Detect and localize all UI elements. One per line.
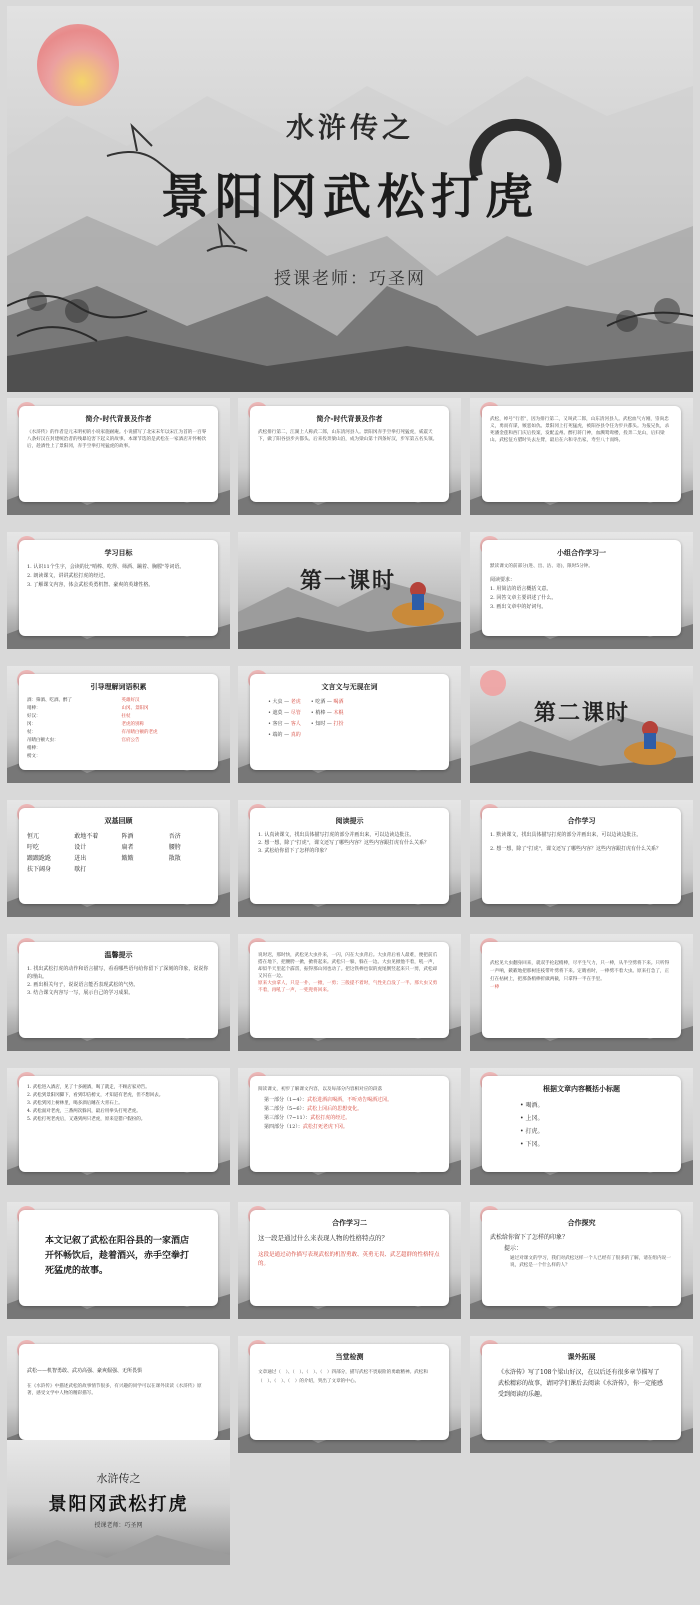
cover-title: 景阳冈武松打虎 bbox=[160, 169, 539, 225]
slide-title: 当堂检测 bbox=[335, 1352, 364, 1361]
slide-title: 小组合作学习一 bbox=[557, 548, 606, 557]
slide-reading-tips[interactable] bbox=[238, 800, 461, 917]
part-label: 第二部分（5~6）： bbox=[264, 1106, 308, 1112]
list-item: 2. 画出相关句子，说说语言能否表现武松的气势。 bbox=[27, 982, 139, 988]
word: 扁者 bbox=[121, 844, 134, 851]
word: 遮莫 bbox=[272, 710, 283, 716]
word: 恒兀 bbox=[27, 833, 40, 840]
slide-cooperation[interactable] bbox=[470, 800, 693, 917]
question: 这一段是通过什么来表现人物的性格特点的？ bbox=[258, 1234, 388, 1242]
slide-title: 课外拓展 bbox=[567, 1352, 596, 1361]
part-text: 武松打死老虎下冈。 bbox=[302, 1124, 348, 1130]
slide-title: 合作学习二 bbox=[332, 1218, 367, 1227]
word: 设计 bbox=[74, 844, 87, 851]
slide-intro-2[interactable] bbox=[238, 398, 461, 515]
cover-subtitle: 水浒传之 bbox=[285, 111, 414, 144]
slide-title: 温馨提示 bbox=[104, 950, 133, 959]
list-item: 5. 武松打死老虎后，又遇到两只老虎，原来是猎户假扮的。 bbox=[27, 1117, 146, 1122]
word: 客官 bbox=[272, 721, 283, 727]
list-item: 3. 画出文章中的好词句。 bbox=[490, 604, 547, 610]
slide-plot-summary[interactable] bbox=[7, 1068, 230, 1185]
list-item: 杖： bbox=[27, 730, 36, 735]
answer: 木棍 bbox=[333, 710, 344, 716]
slide-extension[interactable] bbox=[470, 1336, 693, 1453]
list-item: 3. 了解课文内容，体会武松英勇机智、豪爽的英雄性格。 bbox=[27, 582, 154, 588]
slide-title: 根据文章内容概括小标题 bbox=[543, 1084, 620, 1093]
list-item-answer: 有吊睛白额的老虎 bbox=[121, 730, 158, 735]
list-item: • 打虎。 bbox=[520, 1128, 544, 1135]
word: 扶下阔身 bbox=[27, 866, 52, 873]
slide-goals[interactable] bbox=[7, 532, 230, 649]
slide-group-study-2[interactable] bbox=[238, 1202, 461, 1319]
word: 端的 bbox=[272, 732, 283, 738]
slide-title: 简介-时代背景及作者 bbox=[85, 414, 152, 423]
lesson-title: 第二课时 bbox=[534, 700, 631, 726]
character-traits: 武松——机智勇敢、武功高强、豪爽倔强、无所畏惧 bbox=[27, 1368, 143, 1374]
list-item: 1. 认真读课文，找出具体描写打虎的部分并画出来，可以边读边批注。 bbox=[258, 832, 415, 838]
word: 梢棒 bbox=[315, 710, 326, 716]
ending-title: 景阳冈武松打虎 bbox=[48, 1494, 189, 1515]
slide-passage-2[interactable] bbox=[470, 934, 693, 1051]
word: 散散 bbox=[168, 855, 181, 862]
word: 大虫 bbox=[272, 699, 283, 705]
cover-teacher: 授课老师：巧圣网 bbox=[274, 269, 426, 289]
list-item: 2. 武松到景阳冈脚下，看到印信榜文，才知道有老虎，但不想回去。 bbox=[27, 1093, 164, 1098]
word: 歇打 bbox=[74, 866, 87, 873]
answer: 喝酒 bbox=[333, 699, 344, 705]
slide-lesson-2[interactable] bbox=[470, 666, 693, 783]
slide-body: 在《水浒传》中描述武松的故事情节很多，有兴趣的同学可以在课外读读《水浒传》原著，感受文学中人物的精彩描写。 bbox=[27, 1384, 202, 1396]
answer: 客人 bbox=[290, 721, 301, 727]
word: 知时 bbox=[315, 721, 326, 727]
slide-group-study-1[interactable] bbox=[470, 532, 693, 649]
part-text: 武松上冈后的思想变化。 bbox=[307, 1106, 363, 1112]
slide-title: 阅读提示 bbox=[335, 816, 364, 825]
hint-label: 提示： bbox=[504, 1245, 523, 1252]
slide-body: 《水浒传》的作者是元末明初的小说家施耐庵。小说描写了北宋末年以宋江为首的一百零八条好汉在封建统治者的残暴迫害下起义的故事。本课节选的是武松在一家酒店开怀畅饮后，趁酒性上了景阳冈，赤手空拳打死猛虎的故事。 bbox=[27, 430, 207, 449]
ending-subtitle: 水浒传之 bbox=[96, 1472, 141, 1485]
list-item: 1. 找出武松打虎的动作和语言描写，看看哪些语句给你留下了深刻的印象，说说你的理由。 bbox=[27, 966, 209, 980]
word: 敢地不着 bbox=[74, 833, 99, 840]
slide-title: 学习目标 bbox=[104, 548, 133, 557]
slide-body: 本文记叙了武松在阳谷县的一家酒店开怀畅饮后，趁着酒兴，赤手空拳打死猛虎的故事。 bbox=[45, 1236, 190, 1276]
list-item: 2. 想一想，除了"打虎"，课文还写了哪些内容？这些内容跟打虎有什么关系？ bbox=[490, 846, 661, 852]
slide-lesson-1[interactable] bbox=[238, 532, 461, 649]
list-item: 2. 回答文章主要讲述了什么。 bbox=[490, 595, 557, 601]
list-item: 冈： bbox=[27, 722, 36, 727]
list-item-answer: 山冈、景阳冈 bbox=[121, 706, 149, 711]
word: 腰胯 bbox=[168, 844, 181, 851]
slide-subtitles[interactable] bbox=[470, 1068, 693, 1185]
slide-review[interactable] bbox=[7, 800, 230, 917]
list-item: • 喝酒。 bbox=[520, 1102, 544, 1109]
word: 簸簸 bbox=[121, 855, 134, 862]
slide-body: 说时迟，那时快，武松见大虫扑来，一闪，闪在大虫背后。大虫背后看人最难，便把前爪搭在地下，把腰胯一掀，掀将起来。武松只一躲，躲在一边。大虫见掀他不着，吼一声，却似半天里起个霹雳，振得那山冈也动了。把这铁棒也似的虎尾倒竖起来只一剪，武松却又闪在一边。 bbox=[258, 953, 438, 979]
list-item: 榜文： bbox=[27, 754, 41, 759]
list-item: 2. 想一想，除了"打虎"，课文还写了哪些内容？这些内容跟打虎有什么关系？ bbox=[258, 840, 429, 846]
slide-title: 简介-时代背景及作者 bbox=[316, 414, 383, 423]
answer: 尽管 bbox=[290, 710, 301, 716]
slide-title: 引导理解词语积累 bbox=[90, 682, 147, 691]
list-item: 3. 结合课文内容写一写，展示自己的学习成果。 bbox=[27, 990, 134, 996]
part-label: 第三部分（7~11）： bbox=[264, 1115, 311, 1121]
part-label: 第一部分（1~4）： bbox=[264, 1097, 308, 1103]
list-item: 吊睛白额大虫： bbox=[27, 738, 59, 743]
slide-quiz[interactable] bbox=[238, 1336, 461, 1453]
lesson-title: 第一课时 bbox=[300, 568, 397, 594]
slide-body-highlight: 原来大虫拿人，只是一扑，一掀，一剪；三般提不着时，气性先自没了一半。那大虫又剪不着，再吼了一声，一兜兜将回来。 bbox=[258, 981, 438, 993]
list-item-answer: 英雄好汉 bbox=[121, 698, 140, 703]
part-text: 武松进酒店喝酒，不听劝告喝酒过冈。 bbox=[307, 1097, 393, 1103]
list-item: 1. 武松进入酒店，见了十多碗酒，喝了就走，不顾店家劝告。 bbox=[27, 1085, 150, 1090]
answer: 老虎 bbox=[290, 699, 301, 705]
slide-body: 文章通过（ ）、（ ）、（ ）、（ ）四部分，描写武松不畏艰险的勇敢精神。武松和（ ）、（ ）、（ ）的介绍，突出了文章的中心。 bbox=[258, 1370, 428, 1384]
slide-title: 合作学习 bbox=[567, 816, 596, 825]
answer: 打扮 bbox=[333, 721, 344, 727]
slide-body: 武松见大虫翻身回来，就双手抡起梢棒，尽平生气力，只一棒，从半空劈将下来。只听得一声响，簌簌地把那树连枝带叶劈将下来。定睛看时，一棒劈不着大虫。原来打急了，正打在枯树上，把那条梢棒折做两截，只拿得一半在手里。 bbox=[490, 961, 670, 982]
slide-body: 武松，绰号"行者"，因为排行第二，又叫武二郎，山东清河县人。武松血气方刚，崇尚忠义，勇而有谋，嫉恶如仇。景阳冈上打死猛虎，被阳谷县令任为步兵都头。为报兄仇，杀死潘金莲和西门庆后投案，发配孟州。醉打蒋门神，血溅鸳鸯楼，投奔二龙山，后归梁山。武松征方腊时失去左臂，最后在六和寺出家，寿至八十而终。 bbox=[490, 417, 670, 443]
wusong-tiger-illustration bbox=[620, 711, 680, 771]
list-item: 1. 默读课文，找出具体描写打虎的部分并画出来，可以边读边批注。 bbox=[490, 832, 642, 838]
answer: 这段是通过动作描写表现武松的机智勇敢、英勇无畏、武艺超群的性格特点的。 bbox=[258, 1252, 440, 1267]
list-item-answer: 官府公告 bbox=[121, 738, 140, 743]
slide-intro: 阅读课文，初步了解课文内容，以及每部分内容相对应的段落 bbox=[258, 1087, 383, 1092]
slide-explore[interactable] bbox=[470, 1202, 693, 1319]
slide-intro-3[interactable] bbox=[470, 398, 693, 515]
ending-teacher: 授课老师：巧圣网 bbox=[94, 1522, 143, 1529]
slide-title: 双基回顾 bbox=[104, 816, 133, 825]
slide-body: 《水浒传》写了108个梁山好汉，在以后还有很多章节描写了武松精彩的故事，请同学们课后去阅读《水浒传》，你一定能感受到阅读的乐趣。 bbox=[498, 1369, 664, 1398]
slide-title: 文言文与无现在词 bbox=[321, 682, 378, 691]
part-text: 武松打虎的经过。 bbox=[310, 1115, 351, 1121]
list-item-answer: 老虎的别称 bbox=[121, 722, 144, 727]
question: 武松给你留下了怎样的印象？ bbox=[490, 1234, 569, 1241]
list-item: 阅读要求： bbox=[490, 577, 516, 583]
list-item: 梢棒： bbox=[27, 746, 41, 751]
slide-body: 武松排行第二，江湖上人称武二郎，山东清河县人。景阳冈赤手空拳打死猛虎，威震天下，做了阳谷县步兵都头。后来投奔梁山泊，成为梁山第十四条好汉，步军第五名头领。 bbox=[258, 430, 438, 442]
red-sun-shape bbox=[37, 24, 119, 106]
list-item: 酒：筛酒、吃酒、醉了 bbox=[27, 698, 72, 703]
list-item: • 下冈。 bbox=[520, 1141, 544, 1148]
slide-summary[interactable] bbox=[7, 1202, 230, 1319]
list-item: 1. 认识11个生字，会读的比"哨棒、吃得、筛酒、蹦着、胸膛"等词语。 bbox=[27, 564, 185, 570]
list-item: 2. 朗读课文，讲讲武松打虎的经过。 bbox=[27, 573, 109, 579]
list-item: 4. 武松面对老虎，三番两次躲闪，最后用拳头打死老虎。 bbox=[27, 1109, 141, 1114]
answer: 真的 bbox=[290, 732, 301, 738]
slide-structure[interactable] bbox=[238, 1068, 461, 1185]
word: 吾济 bbox=[168, 833, 181, 840]
slide-character[interactable] bbox=[7, 1336, 230, 1453]
cover-slide bbox=[7, 6, 693, 392]
list-item: 哨棒： bbox=[27, 706, 41, 711]
word: 迸出 bbox=[74, 855, 87, 862]
slide-intro-1[interactable] bbox=[7, 398, 230, 515]
wusong-tiger-illustration bbox=[388, 572, 448, 632]
word: 阵酒 bbox=[121, 833, 134, 840]
list-item: 1. 用简洁的语言概括文意。 bbox=[490, 586, 552, 592]
slide-body-highlight: 一棒 bbox=[490, 985, 500, 990]
list-item: • 上冈。 bbox=[520, 1115, 544, 1122]
slide-body: 通过对课文的学习，我们对武松这样一个人已经有了很多的了解，请在组内说一说，武松是一个什么样的人？ bbox=[510, 1256, 671, 1268]
list-item-answer: 拄杖 bbox=[121, 714, 131, 719]
list-item: 好汉： bbox=[27, 714, 41, 719]
slide-passage-1[interactable] bbox=[238, 934, 461, 1051]
list-item: 3. 武松给你留下了怎样的印象？ bbox=[258, 848, 330, 854]
word: 吃酒 bbox=[315, 699, 326, 705]
slide-intro: 默读课文的前部分(进、出、沽、语)，限时5分钟。 bbox=[490, 564, 593, 569]
part-label: 第四部分（12）： bbox=[264, 1124, 303, 1130]
word: 踉踉跄跄 bbox=[27, 855, 52, 862]
list-item: 3. 武松到冈上树林里，喝多酒后睡在大青石上。 bbox=[27, 1101, 123, 1106]
slide-tips[interactable] bbox=[7, 934, 230, 1051]
slide-vocab[interactable] bbox=[7, 666, 230, 783]
slide-title: 合作探究 bbox=[567, 1218, 596, 1227]
slide-ending[interactable] bbox=[7, 1440, 230, 1565]
slide-classical-words[interactable]: 文言文与无现在词 • 大虫 — 老虎 • 遮莫 — 尽管 • 客官 — 客人 • 端的 — 真的 • 吃酒 — 喝酒 • 梢棒 — 木棍 • 知时 — 打扮 bbox=[238, 666, 461, 783]
word: 吁吃 bbox=[27, 844, 40, 851]
